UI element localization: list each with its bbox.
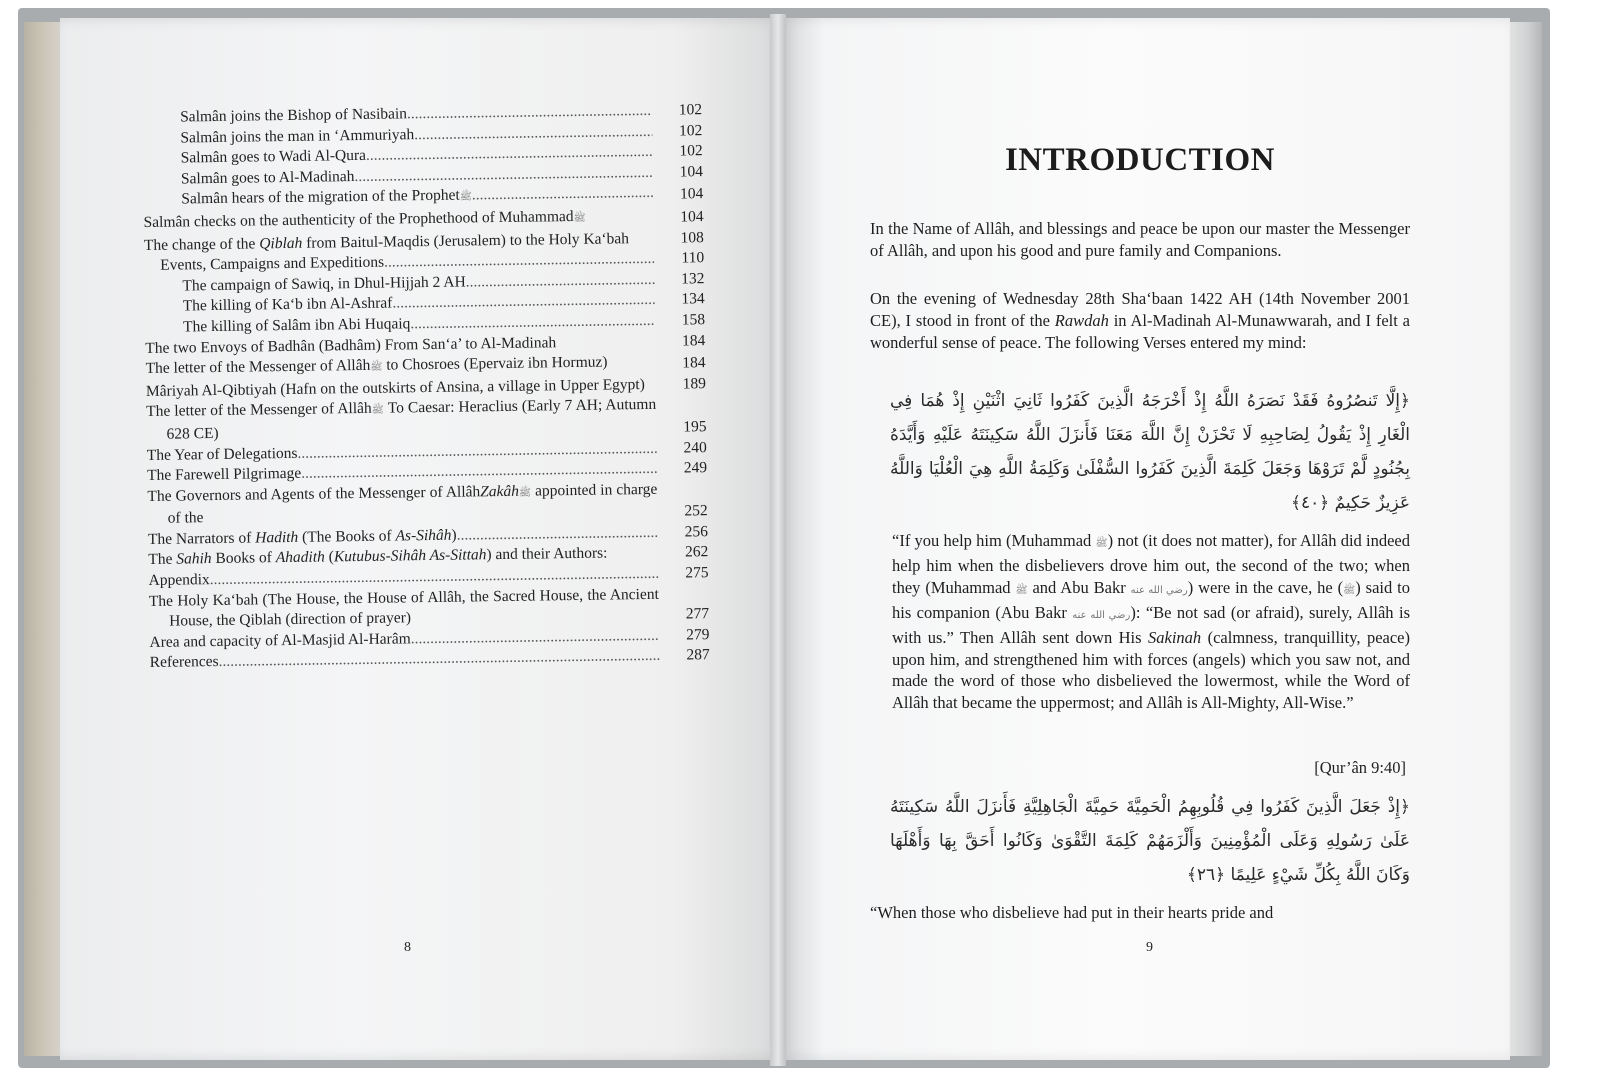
- salutation-glyph: ﷺ: [459, 191, 472, 203]
- toc-entry-title: Salmân joins the Bishop of Nasibain .....: [142, 101, 652, 129]
- toc-entry-title: Appendix .....: [148, 564, 658, 592]
- toc-page-number: 277: [685, 605, 710, 623]
- toc-page-number: 158: [681, 311, 706, 329]
- toc-entry-title: The Governors and Agents of the Messenger of AllâhZakâhﷺ appointed in charge of the: [147, 480, 658, 527]
- toc-page-number: 249: [683, 459, 708, 477]
- toc-page-number: 275: [685, 564, 709, 582]
- toc-entry-title: The letter of the Messenger of Allâhﷺ to Chosroes (Epervaiz ibn Hormuz): [145, 353, 608, 378]
- table-of-contents: [142, 100, 710, 674]
- dot-leader: [457, 523, 659, 546]
- arabic-verse-2: ﴿إِذْ جَعَلَ الَّذِينَ كَفَرُوا فِي قُلُوبِهِمُ الْحَمِيَّةَ حَمِيَّةَ الْجَاهِلِيَّةِ فَأَنزَلَ اللَّهُ سَكِينَتَهُ عَلَىٰ رَسُولِهِ وَعَلَى الْمُؤْمِنِينَ وَأَلْزَمَهُمْ كَلِمَةَ التَّقْوَىٰ وَكَانُوا أَحَقَّ بِهَا وَأَهْلَهَا وَكَانَ اللَّهُ بِكُلِّ شَيْءٍ عَلِيمًا ﴿٢٦﴾: [890, 797, 1410, 885]
- toc-page-number: 252: [684, 502, 708, 520]
- toc-page-number: 184: [681, 331, 706, 350]
- toc-page-number: 279: [686, 625, 710, 644]
- toc-entry-title: The change of the Qiblah from Baitul-Maqdis (Jerusalem) to the Holy Ka‘bah: [143, 229, 630, 254]
- toc-page-number: 102: [678, 101, 703, 119]
- verse-translation-2: “When those who disbelieve had put in their hearts pride and: [870, 903, 1274, 922]
- toc-page-number: 132: [681, 269, 705, 288]
- page-number-left: 8: [404, 940, 411, 955]
- toc-entry-title: The Holy Ka‘bah (The House, the House of Allâh, the Sacred House, the Ancient House, the Qiblah (direction of prayer): [148, 585, 659, 630]
- toc-page-number: 184: [682, 354, 706, 372]
- toc-entry-title: Mâriyah Al-Qibtiyah (Hafn on the outskirts of Ansina, a village in Upper Egypt): [145, 375, 645, 400]
- toc-page-number: 189: [682, 374, 707, 393]
- toc-page-number: 102: [679, 142, 703, 160]
- salutation-glyph: ﷺ: [518, 487, 532, 499]
- toc-entry-title: Salmân goes to Wadi Al-Qura .....: [143, 142, 653, 170]
- toc-entry-title: Area and capacity of Al-Masjid Al-Harâm .....: [149, 626, 659, 654]
- toc-entry-title: The Year of Delegations .....: [147, 438, 657, 466]
- toc-page-number: 110: [681, 249, 705, 267]
- intro-paragraph-2: On the evening of Wednesday 28th Sha‘baan 1422 AH (14th November 2001 CE), I stood in front of the Rawdah in Al-Madinah Al-Munawwarah, and I felt a wonderful sense of peace. The following Verses entered my mind:: [870, 289, 1410, 352]
- book-spine: [770, 14, 786, 1066]
- toc-entry-title: References .....: [150, 646, 660, 674]
- toc-entry-title: The campaign of Sawiq, in Dhul-Hijjah 2 AH .....: [144, 270, 654, 298]
- toc-entry-title: The killing of Ka‘b ibn Al-Ashraf .....: [145, 290, 655, 318]
- toc-page-number: 287: [686, 646, 710, 664]
- page-edges-left: [24, 22, 64, 1056]
- toc-entry-title: The killing of Salâm ibn Abi Huqaiq .....: [145, 311, 655, 339]
- toc-page-number: 195: [683, 418, 707, 436]
- citation: [Qur’ân 9:40]: [1314, 758, 1406, 777]
- toc-entry-title: Salmân joins the man in ‘Ammuriyah .....: [142, 121, 652, 149]
- arabic-verse-1: ﴿إِلَّا تَنصُرُوهُ فَقَدْ نَصَرَهُ اللَّهُ إِذْ أَخْرَجَهُ الَّذِينَ كَفَرُوا ثَانِيَ اثْنَيْنِ إِذْ هُمَا فِي الْغَارِ إِذْ يَقُولُ لِصَاحِبِهِ لَا تَحْزَنْ إِنَّ اللَّهَ مَعَنَا فَأَنزَلَ اللَّهُ سَكِينَتَهُ عَلَيْهِ وَأَيَّدَهُ بِجُنُودٍ لَّمْ تَرَوْهَا وَجَعَلَ كَلِمَةَ الَّذِينَ كَفَرُوا السُّفْلَىٰ وَكَلِمَةُ اللَّهِ هِيَ الْعُلْيَا وَاللَّهُ عَزِيزٌ حَكِيمٌ ﴿٤٠﴾: [890, 391, 1410, 513]
- toc-entry-title: The two Envoys of Badhân (Badhâm) From San‘a’ to Al-Madinah: [145, 333, 557, 357]
- toc-page-number: 134: [681, 290, 705, 308]
- toc-entry-title: The Sahih Books of Ahadith (Kutubus-Sihâh As-Sittah) and their Authors:: [148, 545, 608, 569]
- toc-entry-title: Events, Campaigns and Expeditions .....: [144, 249, 654, 277]
- toc-entry: [147, 479, 708, 530]
- page-edges-right: [1508, 22, 1542, 1056]
- toc-page-number: 104: [680, 208, 704, 226]
- toc-page-number: 256: [684, 523, 709, 541]
- toc-entry-title: Salmân hears of the migration of the Prophetﷺ .....: [143, 183, 653, 213]
- intro-paragraph-1: In the Name of Allâh, and blessings and peace be upon our master the Messenger of Allâh, and upon his good and pure family and Companions.: [870, 219, 1410, 260]
- toc-page-number: 102: [678, 121, 703, 140]
- toc-entry-title: Salmân checks on the authenticity of the Prophethood of Muhammadﷺ: [143, 207, 586, 231]
- salutation-glyph: ﷺ: [573, 212, 586, 224]
- toc-page-number: 262: [684, 543, 709, 561]
- toc-page-number: 104: [679, 185, 704, 203]
- toc-page-number: 104: [679, 162, 704, 181]
- toc-entry-title: Salmân goes to Al-Madinah .....: [143, 163, 653, 191]
- salutation-glyph: ﷺ: [370, 361, 383, 373]
- salutation-glyph: ﷺ: [371, 404, 384, 417]
- dot-leader: [466, 270, 655, 293]
- page-number-right: 9: [1146, 940, 1153, 955]
- verse-translation-1: “If you help him (Muhammad ﷺ) not (it does not matter), for Allâh did indeed help him when the disbelievers drove him out, the second of the two; when they (Muhammad ﷺ and Abu Bakr رضي الله عنه) were in the cave, he (ﷺ) said to his companion (Abu Bakr رضي الله عنه): “Be not sad (or afraid), surely, Allâh is with us.” Then Allâh sent down His Sakinah (calmness, tranquillity, peace) upon him, and strengthened him with forces (angels) which you saw not, and made the word of those who disbelieved the lowermost, while the Word of Allâh that became the uppermost; and Allâh is All-Mighty, All-Wise.”: [892, 531, 1410, 713]
- toc-entry-title: The letter of the Messenger of Allâhﷺ To Caesar: Heraclius (Early 7 AH; Autumn 628 CE): [146, 396, 657, 443]
- toc-page-number: 108: [680, 228, 704, 247]
- toc-entry-title: The Narrators of Hadith (The Books of As-Sihâh) .....: [148, 523, 658, 551]
- page-title: INTRODUCTION: [1004, 142, 1276, 178]
- toc-page-number: 240: [683, 438, 707, 456]
- toc-entry-title: The Farewell Pilgrimage .....: [147, 459, 657, 487]
- dot-leader: [472, 183, 654, 206]
